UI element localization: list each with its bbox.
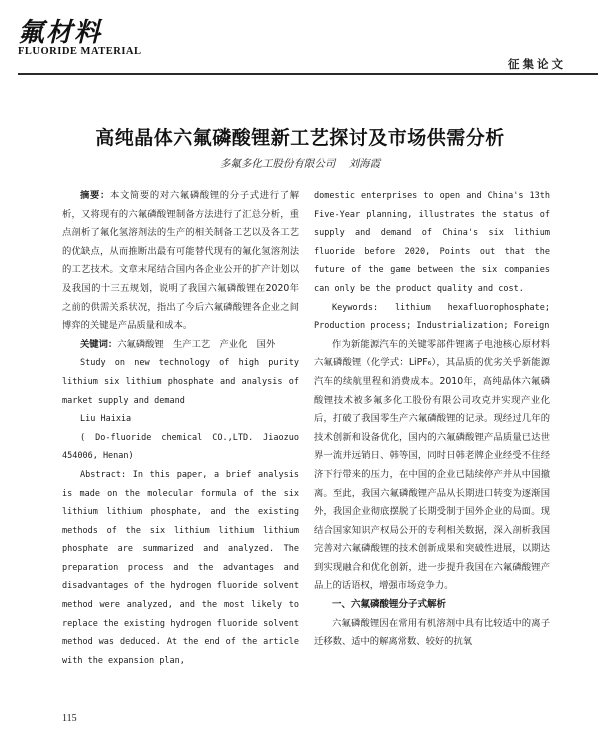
logo-english: FLUORIDE MATERIAL (18, 46, 142, 57)
english-author: Liu Haixia (80, 414, 132, 425)
english-keywords: Keywords: lithium hexafluorophosphate; Production process; Industrialization; Foreign (314, 302, 550, 332)
section-text: 六氟磷酸锂因在常用有机溶剂中具有比较适中的离子迁移数、适中的解离常数、较好的抗氧 (314, 617, 550, 648)
keywords-label: 关键词： (80, 338, 118, 350)
left-column (62, 187, 299, 670)
header-rule (18, 73, 598, 75)
body-paragraph: 作为新能源汽车的关键零部件锂离子电池核心原材料六氟磷酸锂（化学式：LiPF₆），其品质的优劣关乎新能源汽车的续航里程和消费成本。2010年，高纯晶体六氟磷酸锂技术被多氟多化工股份有限公司攻克并实现产业化后，打破了我国零生产六氟磷酸锂的记录。现经过几年的技术创新和设备优化，国内的六氟磷酸锂产品质量已达世界一流并远销日、韩等国，同时日韩老牌企业经受不住经济下行带来的压力，在中国的企业已陆续停产并从中国撤离。至此，我国六氟磷酸锂产品从长期进口转变为逐渐国外，我国企业彻底摆脱了长期受制于国外企业的局面。现结合国家知识产权局公开的专利相关数据，深入剖析我国完善对六氟磷酸锂的技术创新成果和突破性进展，以期达到实现融合和优化创新，进一步提升我国在六氟磷酸锂产品上的话语权，增强市场竞争力。 (314, 338, 550, 592)
chinese-keywords (62, 336, 299, 355)
english-title: Study on new technology of high purity lithium six lithium phosphate and analysis of market supply and demand (62, 358, 299, 406)
abstract-label: 摘要： (80, 190, 110, 201)
section-label: 征集论文 (508, 57, 566, 71)
section-heading: 一、六氟磷酸锂分子式解析 (332, 599, 447, 611)
byline (0, 156, 600, 171)
page-number: 115 (62, 713, 77, 724)
journal-logo (18, 18, 168, 57)
english-abstract: Abstract: In this paper, a brief analysis is made on the molecular formula of the six lithium lithium phosphate, and the existing methods of the six lithium lithium lithium phosphate are summarized and analyzed. The preparation process and the advantages and disadvantages of the hydrogen fluoride solvent method were analyzed, and the most likely to replace the existing hydrogen fluoride solvent method was deduced. At the end of the article with the expansion plan, (62, 469, 299, 666)
english-affiliation: ( Do-fluoride chemical CO.,LTD. Jiaozuo 454006, Henan) (62, 432, 299, 462)
right-column (314, 187, 550, 652)
logo-chinese: 氟材料 (18, 18, 103, 48)
abstract-text: 本文简要的对六氟磷酸锂的分子式进行了解析，又将现有的六氟磷酸锂制备方法进行了汇总分析，重点剖析了氟化氢溶剂法的生产的相关制备工艺以及各工艺的优缺点，从而推断出最有可能替代现有的氟化氢溶剂法的工艺技术。文章末尾结合国内各企业公开的扩产计划以及我国的十三五规划，说明了我国六氟磷酸锂在2020年之前的供需关系状况，指出了今后六氟磷酸锂各企业之间博弈的关键是产品质量和成本。 (62, 190, 299, 332)
author-name: 刘海霞 (348, 158, 381, 170)
chinese-abstract (62, 187, 299, 336)
english-abstract-continued: domestic enterprises to open and China's 13th Five-Year planning, illustrates the status of supply and demand of China's six lithium fluoride before 2020, Points out that the future of the game between the six companies can only be the product quality and cost. (314, 191, 550, 294)
keywords-text: 六氟磷酸锂 生产工艺 产业化 国外 (117, 338, 276, 350)
article-title: 高纯晶体六氟磷酸锂新工艺探讨及市场供需分析 (95, 127, 505, 149)
author-affiliation: 多氟多化工股份有限公司 (219, 158, 336, 170)
